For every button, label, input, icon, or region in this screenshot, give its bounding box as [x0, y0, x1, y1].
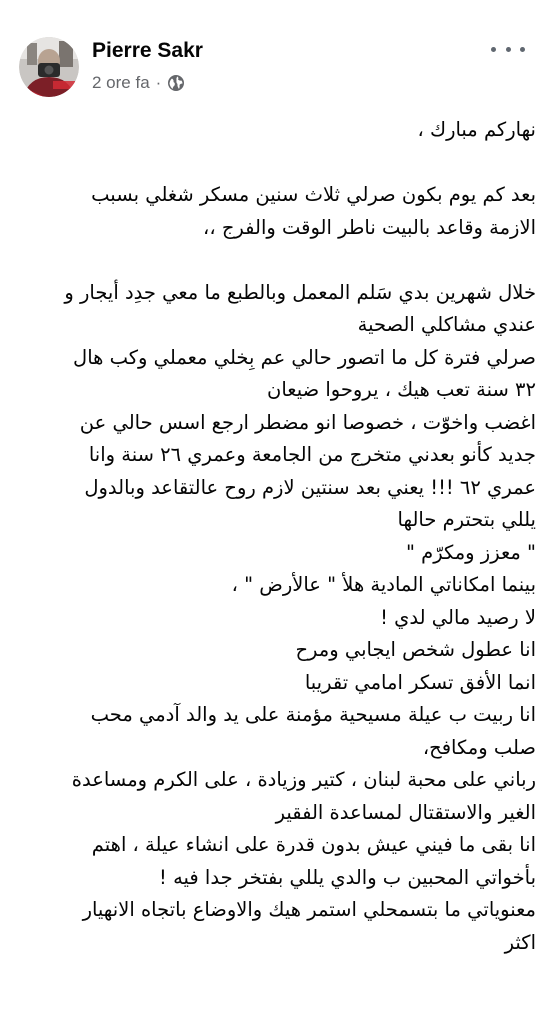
post-line: لا رصيد مالي لدي !: [380, 605, 536, 629]
post-line: عندي مشاكلي الصحية: [357, 313, 536, 336]
post-line: " معزز ومكرّم ": [405, 540, 536, 564]
post-line: انما الأفق تسكر امامي تقريبا: [304, 670, 536, 694]
post-line: الازمة وقاعد بالبيت ناطر الوقت والفرج ،،: [203, 215, 536, 239]
post-line: انا بقى ما فيني عيش بدون قدرة على انشاء عيلة ، اهتم: [91, 833, 536, 856]
post-body: [6, 114, 536, 959]
post-line: الغير والاستقتال لمساعدة الفقير: [275, 800, 536, 824]
post-line: [6, 244, 536, 277]
post-line: نهاركم مبارك ،: [417, 118, 536, 141]
post-time[interactable]: 2 ore fa: [92, 73, 150, 92]
post-line: بأخواتي المحبين ب والدي يللي بفتخر جدا فيه !: [159, 865, 536, 889]
post-line: خلال شهرين بدي سَلم المعمل وبالطبع ما معي جدِد أيجار و: [64, 280, 536, 304]
globe-icon[interactable]: [167, 74, 185, 92]
post-line: اغضب واخوّت ، خصوصا انو مضطر ارجع اسس حالي عن: [79, 410, 536, 434]
post-line: جديد كأنو بعدني متخرج من الجامعة وعمري ٢٦ سنة وانا: [88, 443, 536, 466]
post-meta: [92, 71, 185, 95]
author-avatar[interactable]: [19, 37, 79, 97]
post-line: عمري ٦٢ !!! يعني بعد سنتين لازم روح عالتقاعد وبالدول: [84, 475, 536, 499]
post-line: يللي بتحترم حالها: [397, 508, 536, 531]
post-line: معنوياتي ما بتسمحلي استمر هيك والاوضاع باتجاه الانهيار: [82, 898, 536, 921]
post-line: ٣٢ سنة تعب هيك ، يروحوا ضيعان: [267, 378, 536, 401]
more-dot: [491, 47, 496, 52]
meta-separator: ·: [155, 73, 162, 92]
more-dot: [506, 47, 511, 52]
post-line: انا ربيت ب عيلة مسيحية مؤمنة على يد والد آدمي محب: [90, 703, 536, 726]
post-line: رباني على محبة لبنان ، كتير وزيادة ، على الكرم ومساعدة: [71, 768, 536, 791]
post-line: صلب ومكافح،: [422, 735, 536, 759]
post-line: اكثر: [504, 930, 536, 954]
post-line: صرلي فترة كل ما اتصور حالي عم بِخلي معملي وكب هال: [73, 345, 536, 369]
post-line: بينما امكاناتي المادية هلأ " عالأرض " ،: [231, 573, 536, 596]
post-line: انا عطول شخص ايجابي ومرح: [295, 638, 536, 661]
author-name[interactable]: Pierre Sakr: [92, 39, 203, 62]
more-options-icon[interactable]: [491, 38, 525, 60]
avatar-image: [19, 37, 79, 97]
post-line: [6, 147, 536, 180]
more-dot: [520, 47, 525, 52]
post-line: بعد كم يوم بكون صرلي ثلاث سنين مسكر شغلي بسبب: [91, 183, 536, 206]
